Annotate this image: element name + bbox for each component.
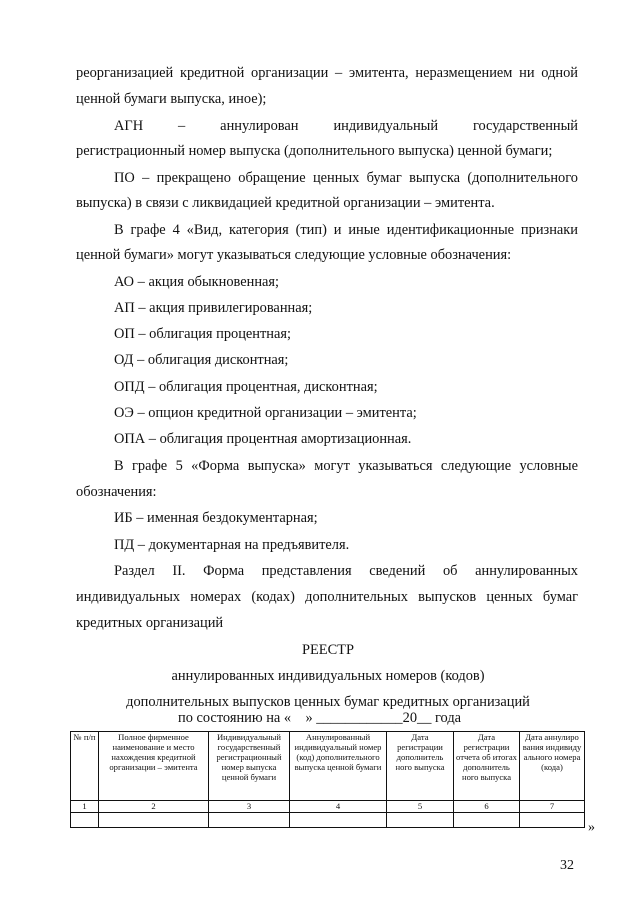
column-number: 3 xyxy=(209,801,290,813)
text-line: АГН – аннулирован индивидуальный государственный xyxy=(114,118,578,134)
column-number-row xyxy=(71,801,585,813)
column-header: Индивидуальный государственный регистрационный номер выпуска ценной бумаги xyxy=(209,732,290,801)
column-header: Полное фирменное наименование и место нахождения кредитной организации – эмитента xyxy=(99,732,209,801)
table-cell xyxy=(290,813,387,828)
column-number: 2 xyxy=(99,801,209,813)
list-item: ИБ – именная бездокументарная; xyxy=(114,510,318,526)
column-header: Дата регистрации отчета об итогах дополнитель ного выпуска xyxy=(454,732,520,801)
column-number: 5 xyxy=(387,801,454,813)
text-line: кредитных организаций xyxy=(76,615,224,631)
text-line: выпуска) в связи с ликвидацией кредитной организации – эмитента. xyxy=(76,195,495,211)
closing-quote: » xyxy=(588,820,595,835)
registry-date-line: по состоянию на « » ____________20__ года xyxy=(178,710,462,726)
text-line: ПО – прекращено обращение ценных бумаг выпуска (дополнительного xyxy=(114,170,578,186)
column-header: Дата регистрации дополнитель ного выпуска xyxy=(387,732,454,801)
table-cell xyxy=(387,813,454,828)
table-cell xyxy=(99,813,209,828)
text-line: индивидуальных номерах (кодах) дополнительных выпусков ценных бумаг xyxy=(76,589,578,605)
column-number: 6 xyxy=(454,801,520,813)
text-line: ценной бумаги выпуска, иное); xyxy=(76,91,267,107)
column-header: Дата аннулиро вания индивиду ального номера (кода) xyxy=(520,732,585,801)
list-item: ОП – облигация процентная; xyxy=(114,326,292,342)
text-line: обозначения: xyxy=(76,484,157,500)
list-item: ПД – документарная на предъявителя. xyxy=(114,537,350,553)
table-header-row xyxy=(71,732,585,801)
list-item: ОПД – облигация процентная, дисконтная; xyxy=(114,379,378,395)
list-item: ОПА – облигация процентная амортизационная. xyxy=(114,431,412,447)
registry-subtitle: дополнительных выпусков ценных бумаг кредитных организаций xyxy=(126,694,530,710)
table-cell xyxy=(71,813,99,828)
list-item: ОЭ – опцион кредитной организации – эмитента; xyxy=(114,405,417,421)
column-header: Аннулированный индивидуальный номер (код) дополнительного выпуска ценной бумаги xyxy=(290,732,387,801)
list-item: АО – акция обыкновенная; xyxy=(114,274,280,290)
registry-subtitle: аннулированных индивидуальных номеров (кодов) xyxy=(171,668,485,684)
table-row xyxy=(71,813,585,828)
text-line: регистрационный номер выпуска (дополнительного выпуска) ценной бумаги; xyxy=(76,143,553,159)
column-number: 7 xyxy=(520,801,585,813)
column-number: 1 xyxy=(71,801,99,813)
table-cell xyxy=(520,813,585,828)
text-line: реорганизацией кредитной организации – эмитента, неразмещением ни одной xyxy=(76,65,578,81)
text-line: Раздел II. Форма представления сведений об аннулированных xyxy=(114,563,578,579)
text-line: ценной бумаги» могут указываться следующие условные обозначения: xyxy=(76,247,512,263)
text-line: В графе 4 «Вид, категория (тип) и иные идентификационные признаки xyxy=(114,222,578,238)
table-cell xyxy=(454,813,520,828)
list-item: АП – акция привилегированная; xyxy=(114,300,313,316)
registry-table xyxy=(70,731,585,828)
column-number: 4 xyxy=(290,801,387,813)
text-line: В графе 5 «Форма выпуска» могут указываться следующие условные xyxy=(114,458,578,474)
registry-title: РЕЕСТР xyxy=(302,642,354,658)
list-item: ОД – облигация дисконтная; xyxy=(114,352,289,368)
column-header: № п/п xyxy=(71,732,99,801)
page-number: 32 xyxy=(560,858,574,873)
table-cell xyxy=(209,813,290,828)
